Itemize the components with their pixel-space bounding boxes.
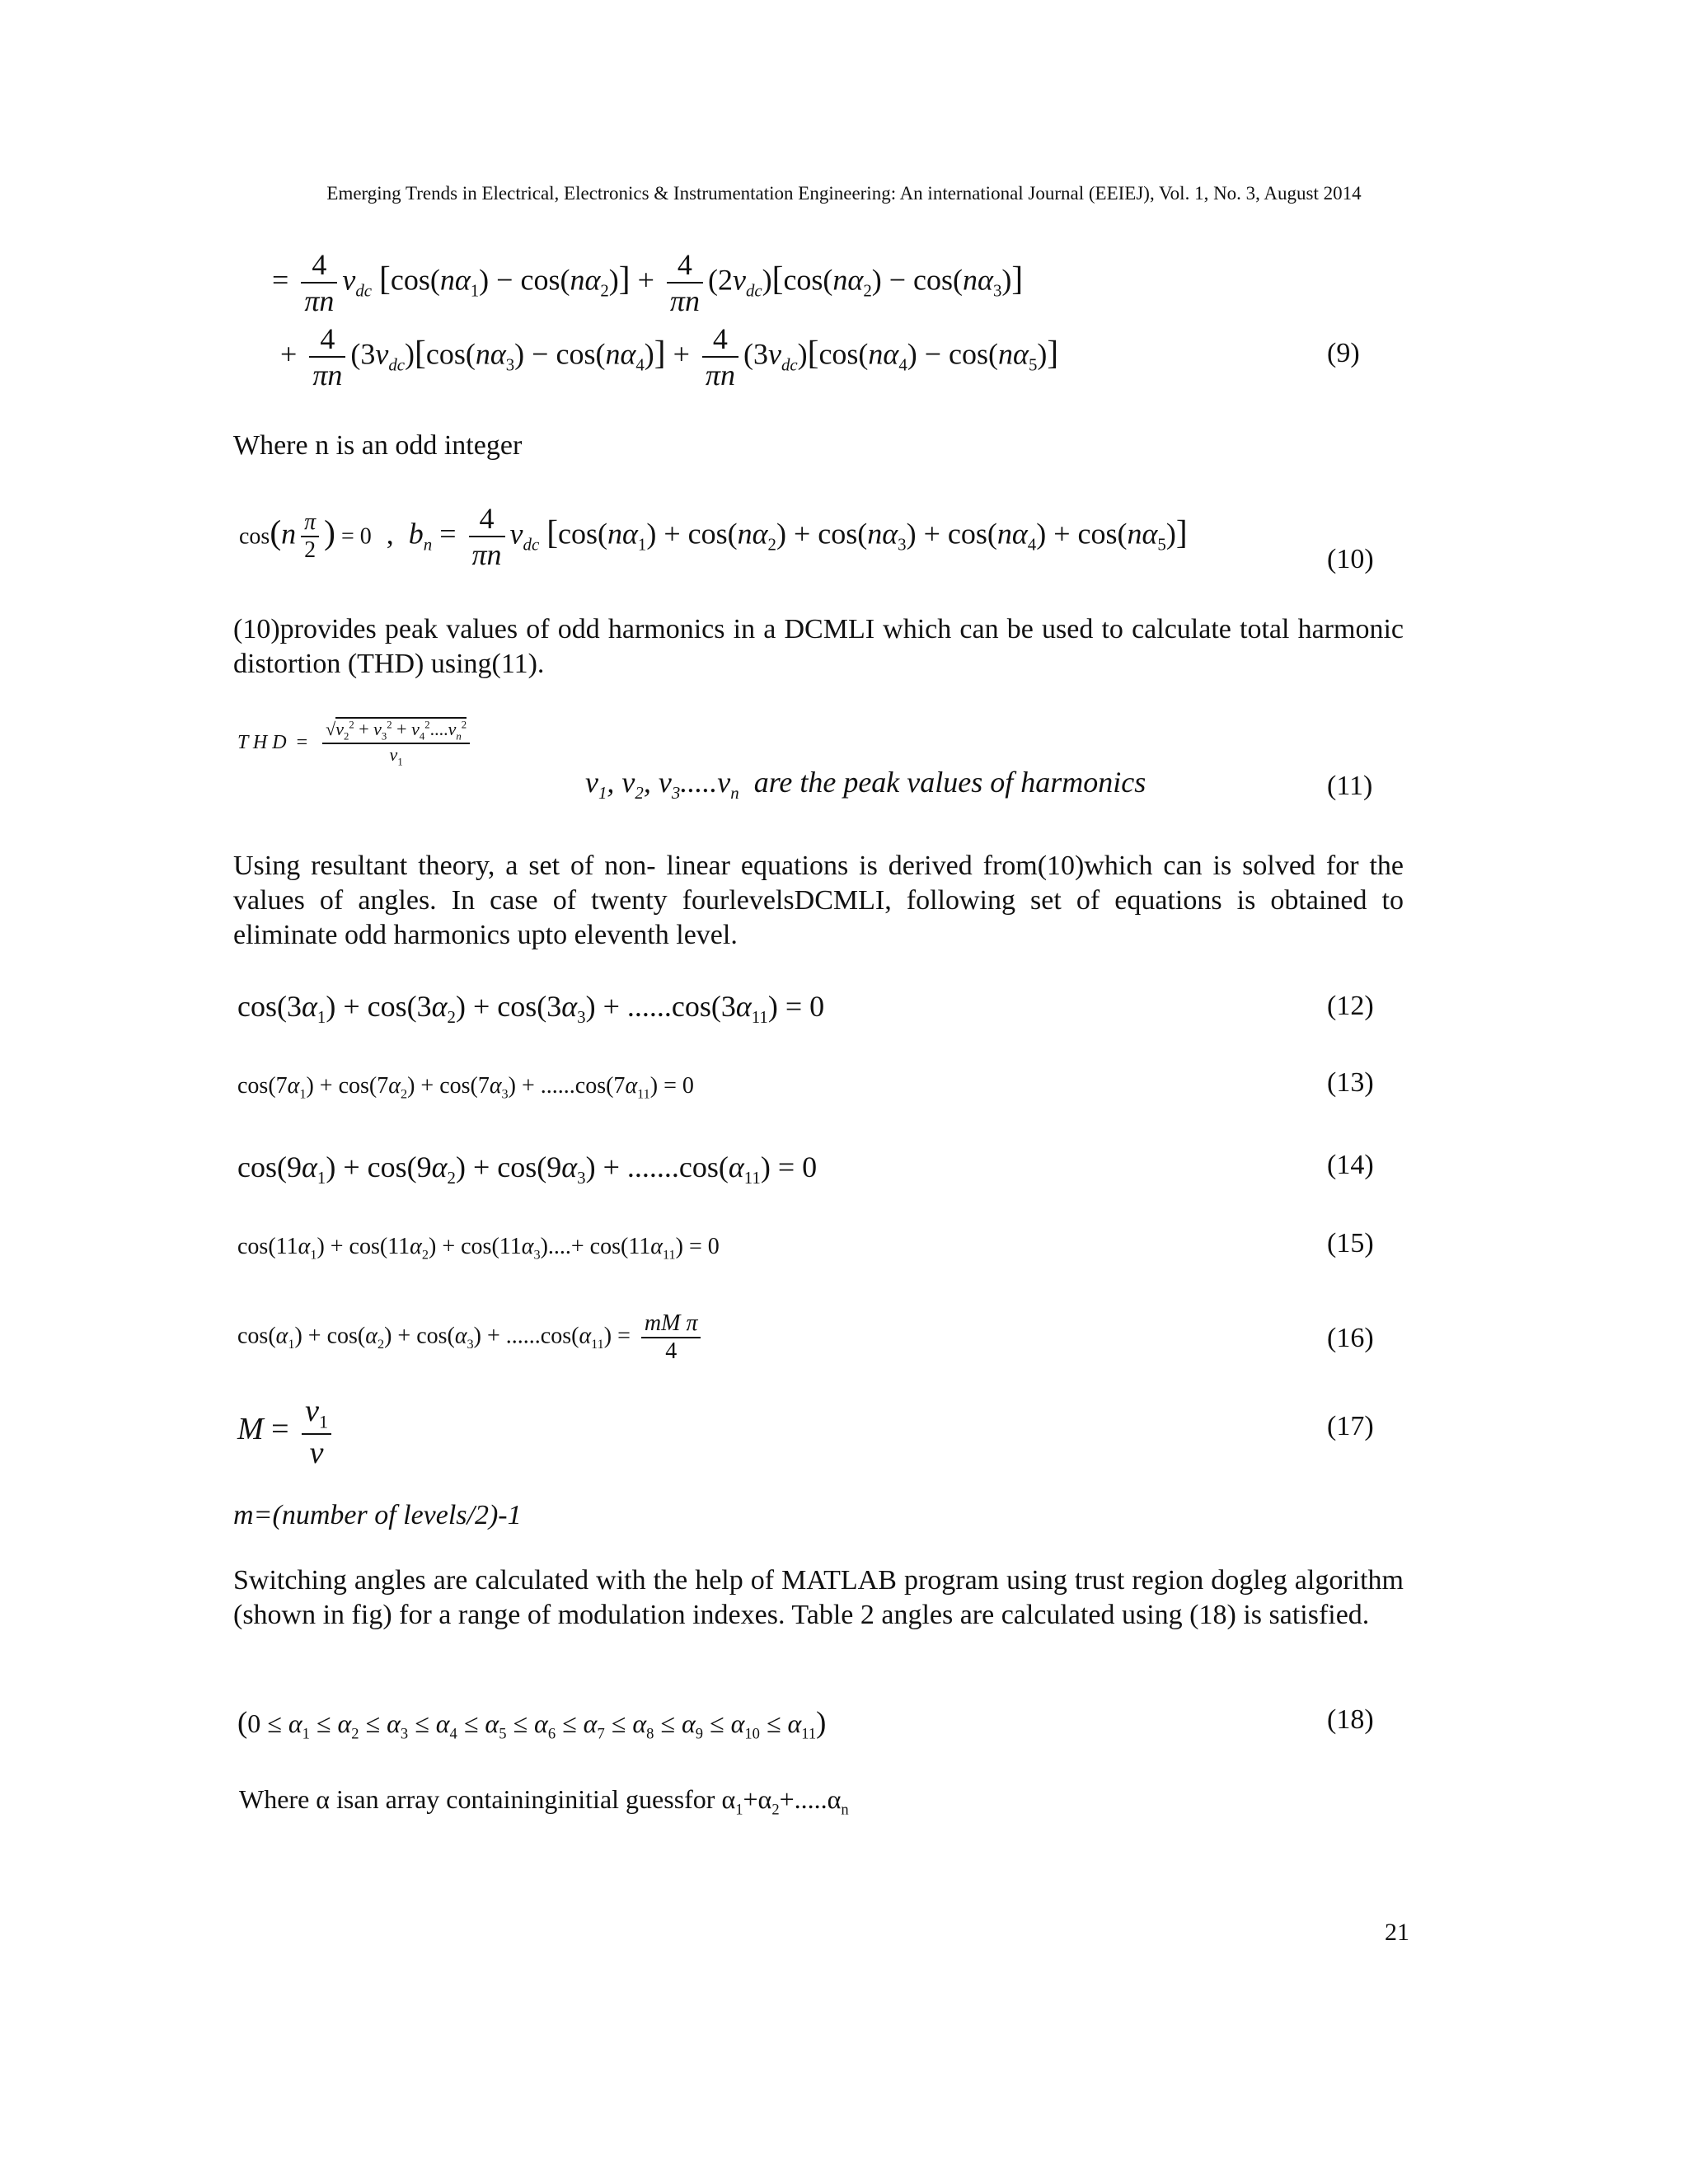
paragraph-thd: (10)provides peak values of odd harmonics in a DCMLI which can be used to calculate total harmonic distortion (THD) using(11). <box>233 614 1404 679</box>
equation-16: $\cos(\alpha_1) + \cos(\alpha_2) + \cos(\alpha_3) + ......\cos(\alpha_{11})$ = $\frac{\text{mM π}}{4}$ <box>237 1310 706 1365</box>
equation-11-definition: $v_1$, $v_2$, $v_3.....v_n$ are the peak values of harmonics <box>585 766 1146 804</box>
equation-number-15: (15) <box>1327 1228 1374 1258</box>
equation-12: $\cos(3\alpha_1) + \cos(3\alpha_2) + \cos(3\alpha_3) + ......\cos(3\alpha_{11}) = 0$ <box>237 990 825 1028</box>
page-number: 21 <box>1385 1919 1409 1946</box>
m-definition: m=(number of levels/2)-1 <box>233 1500 522 1530</box>
equation-11-thd: T H D = $\frac{√v_2^2 + v_3^2 + v_4^2....v_n^2}{v_1}$ <box>237 719 475 769</box>
equation-number-10: (10) <box>1327 544 1374 574</box>
equation-number-18: (18) <box>1327 1704 1374 1735</box>
equation-number-13: (13) <box>1327 1067 1374 1098</box>
equation-number-14: (14) <box>1327 1150 1374 1180</box>
where-alpha-text: Where α isan array containinginitial guessfor <box>239 1784 715 1814</box>
running-header: Emerging Trends in Electrical, Electronics & Instrumentation Engineering: An international Journal (EEIEJ), Vol. 1, No. 3, August 2014 <box>326 183 1362 204</box>
equation-number-16: (16) <box>1327 1323 1374 1353</box>
equation-13: $\cos(7\alpha_1) + \cos(7\alpha_2) + \cos(7\alpha_3) + ......\cos(7\alpha_{11}) = 0$ <box>237 1073 694 1102</box>
where-alpha-line: Where α isan array containinginitial guessfor $\alpha_1+\alpha_2+.....\alpha_n$ <box>239 1784 849 1819</box>
harmonics-note: are the peak values of harmonics <box>753 766 1146 799</box>
equation-17: M = $\frac{v_1}{v}$ <box>237 1393 336 1471</box>
equation-9-line-1: = $\frac{4}{\pi n}$ $v_{dc}$ $[\cos(n\alpha_1) - \cos(n\alpha_2)]$ + $\frac{4}{\pi n}$ $(2v_{dc})[\cos(n\alpha_2) - \cos(n\alpha_3)]$ <box>272 248 1024 317</box>
equation-number-11: (11) <box>1327 771 1373 801</box>
equation-number-9: (9) <box>1327 338 1360 368</box>
paragraph-switching-angles: Switching angles are calculated with the help of MATLAB program using trust region dogleg algorithm (shown in fig) for a range of modulation indexes. Table 2 angles are calculated using (18) is satisfied. <box>233 1565 1404 1630</box>
equation-18: $(0 \le \alpha_1 \le \alpha_2 \le \alpha_3 \le \alpha_4 \le \alpha_5 \le \alpha_6 \le \alpha_7 \le \alpha_8 \le \alpha_9 \le \alpha_{10} \le \alpha_{11})$ <box>237 1705 827 1743</box>
equation-14: $\cos(9\alpha_1) + \cos(9\alpha_2) + \cos(9\alpha_3) + .......\cos(\alpha_{11}) = 0$ <box>237 1151 818 1188</box>
equation-15: $\cos(11\alpha_1) + \cos(11\alpha_2) + \cos(11\alpha_3)....+ \cos(11\alpha_{11}) = 0$ <box>237 1234 720 1263</box>
where-n-odd-text: Where n is an odd integer <box>233 430 523 461</box>
equation-9-line-2: + $\frac{4}{\pi n}$ $(3v_{dc})[\cos(n\alpha_3) - \cos(n\alpha_4)]$ + $\frac{4}{\pi n}$ $(3v_{dc})[\cos(n\alpha_4) - \cos(n\alpha_5)]$ <box>280 322 1059 391</box>
equation-number-17: (17) <box>1327 1411 1374 1441</box>
equation-10: cos(n $\frac{\pi}{2}$ ) = 0 , $b_n$ = $\frac{4}{\pi n}$ $v_{dc}$ $[\cos(n\alpha_1) + \cos(n\alpha_2) + \cos(n\alpha_3) + \cos(n\alpha_4) + \cos(n\alpha_5)]$ <box>239 502 1188 571</box>
paragraph-resultant-theory: Using resultant theory, a set of non- linear equations is derived from(10)which can is solved for the values of angles. In case of twenty fourlevelsDCMLI, following set of equations is obtained to eliminate odd harmonics upto eleventh level. <box>233 851 1404 950</box>
equation-number-12: (12) <box>1327 991 1374 1021</box>
